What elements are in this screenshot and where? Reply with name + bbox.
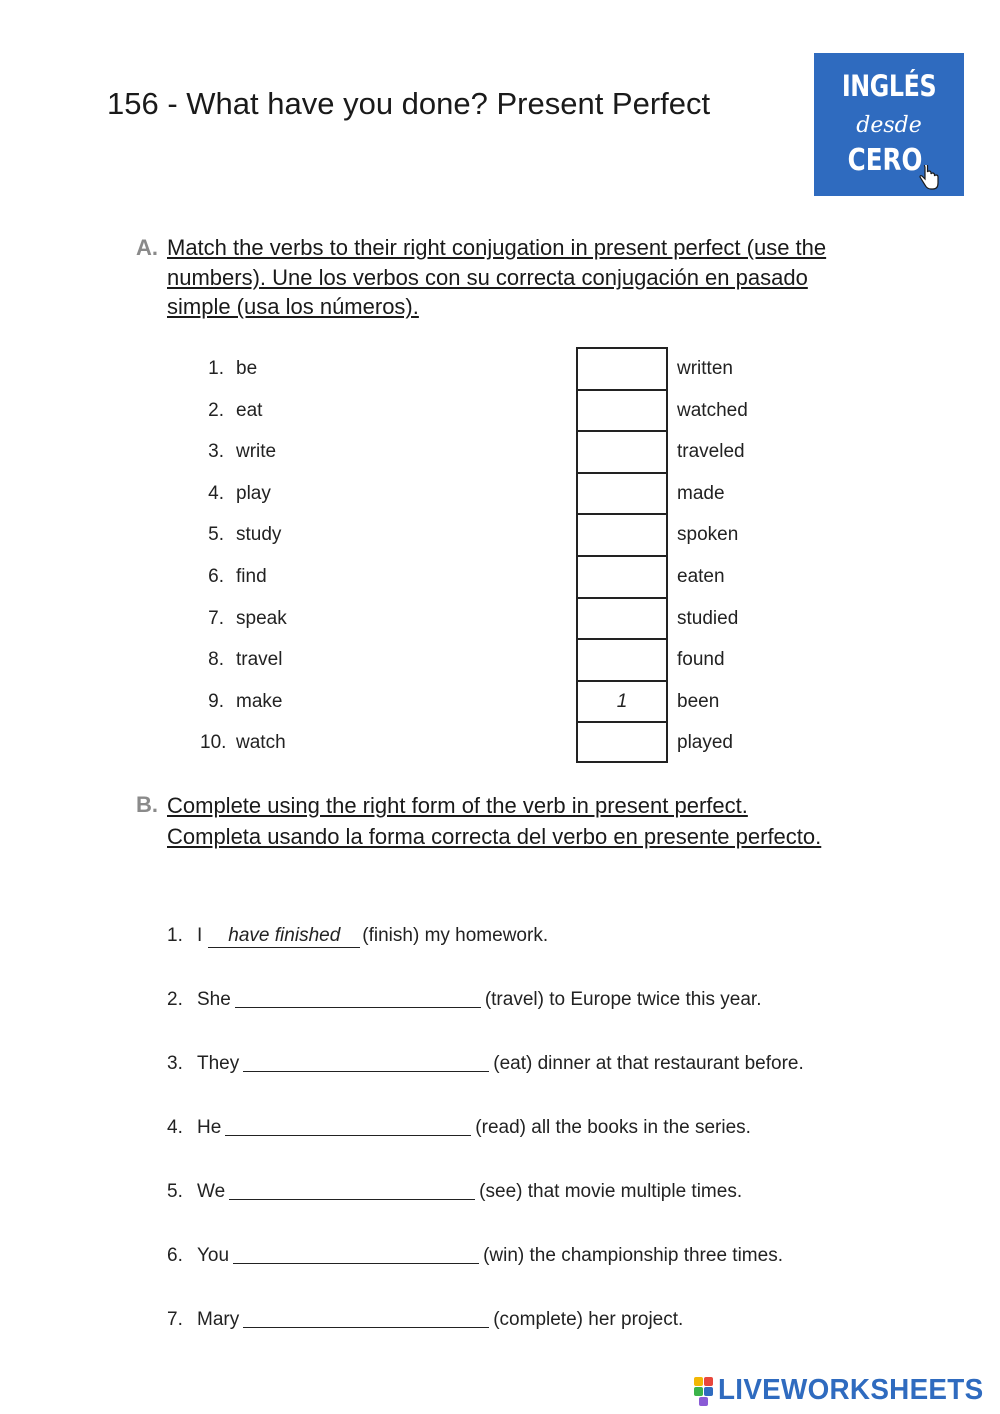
liveworksheets-wordmark: LIVEWORKSHEETS — [718, 1374, 984, 1406]
sentence-subject: Mary — [197, 1309, 240, 1330]
participle: made — [677, 482, 725, 504]
answer-blank[interactable] — [243, 1053, 489, 1072]
page-title: 156 - What have you done? Present Perfect — [107, 86, 711, 121]
answer-blank[interactable]: have finished — [208, 925, 360, 948]
instruction-line: Complete using the right form of the verb in present perfect. — [167, 793, 748, 818]
row-number: 2. — [208, 399, 224, 421]
answer-blank[interactable] — [229, 1181, 475, 1200]
answer-blank[interactable] — [235, 989, 481, 1008]
section-b-letter: B. — [136, 792, 158, 817]
answer-box[interactable] — [576, 721, 668, 763]
logo-square-icon — [694, 1387, 703, 1396]
answer-box[interactable] — [576, 430, 668, 472]
row-number: 9. — [208, 690, 224, 712]
participle: been — [677, 690, 720, 712]
row-number: 7. — [208, 607, 224, 629]
match-row — [0, 430, 1000, 472]
base-verb: eat — [236, 399, 263, 421]
participle: traveled — [677, 441, 745, 463]
sentence-subject: I — [197, 925, 203, 946]
sentence-subject: He — [197, 1117, 222, 1138]
sentence-rest: (finish) my homework. — [362, 925, 549, 946]
sentence — [167, 1181, 742, 1203]
row-number: 4. — [208, 482, 224, 504]
sentence-rest: (win) the championship three times. — [483, 1245, 783, 1266]
answer-box[interactable]: 1 — [576, 680, 668, 722]
sentence — [167, 1117, 751, 1139]
base-verb: write — [236, 441, 277, 463]
answer-box[interactable] — [576, 597, 668, 639]
base-verb: study — [236, 524, 282, 546]
logo-square-icon — [704, 1387, 713, 1396]
participle: watched — [677, 399, 748, 421]
sentence-subject: You — [197, 1245, 230, 1266]
sentence-subject: We — [197, 1181, 226, 1202]
base-verb: speak — [236, 607, 287, 629]
answer-box[interactable] — [576, 638, 668, 680]
participle: eaten — [677, 566, 725, 587]
instruction-line: Completa usando la forma correcta del verbo en presente perfecto. — [167, 824, 822, 849]
logo-line-1: INGLÉS — [841, 69, 937, 103]
sentence-number: 2. — [167, 989, 183, 1010]
participle: played — [677, 732, 733, 754]
sentence-rest: (see) that movie multiple times. — [479, 1181, 743, 1202]
answer-box[interactable] — [576, 513, 668, 555]
match-row — [0, 680, 1000, 722]
base-verb: find — [236, 566, 267, 587]
participle: studied — [677, 607, 739, 629]
match-row — [0, 597, 1000, 639]
sentence-number: 3. — [167, 1053, 183, 1074]
sentence-number: 7. — [167, 1309, 183, 1330]
logo-square-icon — [694, 1377, 703, 1386]
pointer-hand-icon — [918, 165, 940, 191]
row-number: 3. — [208, 441, 224, 463]
sentence-number: 4. — [167, 1117, 183, 1138]
row-number: 10. — [200, 732, 227, 754]
answer-blank[interactable] — [233, 1245, 479, 1264]
row-number: 1. — [208, 358, 224, 379]
base-verb: watch — [236, 732, 286, 754]
sentence — [167, 1053, 804, 1075]
match-row — [0, 513, 1000, 555]
base-verb: play — [236, 482, 271, 504]
match-row — [0, 347, 1000, 389]
section-b-instruction — [167, 790, 821, 852]
sentence — [167, 989, 761, 1011]
sentence-rest: (travel) to Europe twice this year. — [484, 989, 762, 1010]
participle: spoken — [677, 524, 739, 546]
instruction-line: Match the verbs to their right conjugation in present perfect (use the — [167, 235, 827, 260]
sentence-rest: (eat) dinner at that restaurant before. — [493, 1053, 804, 1074]
answer-box[interactable] — [576, 347, 668, 389]
sentence-number: 5. — [167, 1181, 183, 1202]
section-a-instruction — [167, 233, 826, 322]
instruction-line: numbers). Une los verbos con su correcta conjugación en pasado — [167, 264, 808, 290]
sentence — [167, 1245, 783, 1267]
match-row — [0, 472, 1000, 514]
match-row — [0, 389, 1000, 431]
base-verb: make — [236, 690, 283, 712]
instruction-line: simple (usa los números). — [167, 294, 419, 319]
participle: written — [677, 358, 733, 379]
sentence-rest: (read) all the books in the series. — [475, 1117, 751, 1138]
logo-line-3: CERO — [847, 143, 923, 178]
base-verb: travel — [236, 649, 283, 671]
sentence-number: 1. — [167, 925, 183, 946]
answer-box[interactable] — [576, 472, 668, 514]
sentence-subject: They — [197, 1053, 240, 1074]
logo-square-icon — [699, 1397, 708, 1406]
answer-box[interactable] — [576, 555, 668, 597]
sentence — [167, 1309, 683, 1331]
sentence-number: 6. — [167, 1245, 183, 1266]
match-row — [0, 638, 1000, 680]
participle: found — [677, 649, 725, 671]
logo-line-2: desde — [856, 113, 922, 138]
row-number: 5. — [208, 524, 224, 546]
sentence — [167, 925, 548, 948]
logo-square-icon — [704, 1377, 713, 1386]
sentence-rest: (complete) her project. — [493, 1309, 684, 1330]
base-verb: be — [236, 358, 258, 379]
row-number: 8. — [208, 649, 224, 671]
ingles-desde-cero-logo — [814, 53, 964, 196]
answer-blank[interactable] — [225, 1117, 471, 1136]
answer-blank[interactable] — [243, 1309, 489, 1328]
answer-box[interactable] — [576, 389, 668, 431]
match-row — [0, 555, 1000, 597]
sentence-subject: She — [197, 989, 231, 1010]
section-a-letter: A. — [136, 235, 158, 260]
row-number: 6. — [208, 566, 224, 587]
match-row — [0, 721, 1000, 763]
